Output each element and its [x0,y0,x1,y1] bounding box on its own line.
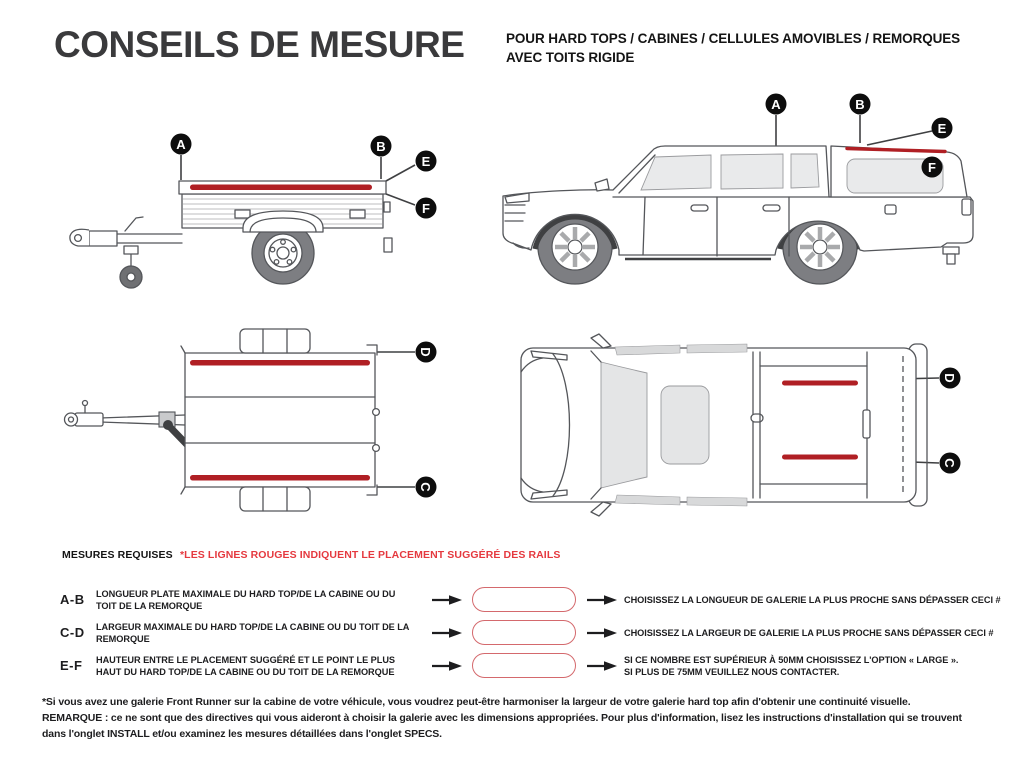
measurement-input-ab[interactable] [472,587,576,612]
rail-placement-line-top [782,381,858,386]
windshield [601,362,647,488]
trailer-box-top [181,345,379,495]
page-subtitle [506,29,984,67]
footer-line-3: dans l'onglet INSTALL et/ou examinez les mesures détaillées dans l'onglet SPECS. [42,728,442,740]
arrow-right-icon [426,627,468,639]
svg-text:E: E [937,121,947,136]
range-label-ab: A-B [60,592,85,607]
page-title: CONSEILS DE MESURE [54,24,465,65]
marker-d [416,342,437,363]
svg-text:D: D [418,347,433,357]
measurement-rows [60,583,1012,682]
instruction-ab: CHOISISSEZ LA LONGUEUR DE GALERIE LA PLUS PROCHE SANS DÉPASSER CECI # [624,594,1001,605]
measurement-input-ef[interactable] [472,653,576,678]
rail-placement-line-bottom [190,475,370,481]
arrow-right-icon [580,660,624,672]
description-cd: LARGEUR MAXIMALE DU HARD TOP/DE LA CABINE OU DU TOIT DE LA REMORQUE [96,621,410,644]
arrow-right-icon [426,660,468,672]
right-mirror [591,502,611,516]
marker-e [932,118,953,139]
svg-text:A: A [176,137,186,152]
svg-text:B: B [376,139,386,154]
trailer-side-view-diagram [55,110,460,310]
marker-c [416,477,437,498]
svg-text:C: C [418,482,433,492]
description-ab: LONGUEUR PLATE MAXIMALE DU HARD TOP/DE LA CABINE OU DU TOIT DE LA REMORQUE [96,588,396,611]
quarter-window [791,154,819,188]
rail-placement-line-bottom [782,455,858,460]
truck-side-view-diagram [495,85,985,300]
red-lines-note: *LES LIGNES ROUGES INDIQUENT LE PLACEMENT SUGGÉRÉ DES RAILS [180,549,561,561]
subtitle-line-1: POUR HARD TOPS / CABINES / CELLULES AMOVIBLES / REMORQUES [506,31,961,46]
measurement-row-ab [60,583,1012,616]
marker-d [940,368,961,389]
measurements-heading: MESURES REQUISES [62,549,173,561]
measurement-row-cd [60,616,1012,649]
range-label-cd: C-D [60,625,85,640]
truck-body-top [521,334,927,516]
side-mirror [595,179,609,191]
leader-e [386,165,415,181]
marker-a [171,134,192,155]
arrow-right-icon [426,594,468,606]
arrow-right-icon [580,627,624,639]
left-mirror [591,334,611,348]
description-ef: HAUTEUR ENTRE LE PLACEMENT SUGGÉRÉ ET LE POINT LE PLUS HAUT DU HARD TOP/DE LA CABINE OU DU TOIT DE LA REMORQUE [96,654,395,677]
svg-text:F: F [928,160,936,175]
leader-e [867,131,932,145]
measurement-input-cd[interactable] [472,620,576,645]
rear-door-window [721,154,783,189]
marker-c [940,453,961,474]
svg-text:B: B [855,97,865,112]
truck-top-view-diagram [495,330,985,520]
svg-text:F: F [422,201,430,216]
marker-b [371,136,392,157]
trailer-tongue [65,401,198,456]
svg-text:E: E [421,154,431,169]
measurement-row-ef [60,649,1012,682]
instruction-ef: SI CE NOMBRE EST SUPÉRIEUR À 50MM CHOISISSEZ L'OPTION « LARGE ». SI PLUS DE 75MM VEUILLEZ NOUS CONTACTER. [624,654,959,677]
trailer-fender [243,211,323,232]
svg-text:A: A [771,97,781,112]
trailer-top-view-diagram [55,325,460,530]
rail-placement-line-top [190,360,370,366]
marker-f [922,157,943,178]
subtitle-line-2: AVEC TOITS RIGIDE [506,50,635,65]
range-label-ef: E-F [60,658,83,673]
sunroof [661,386,709,464]
marker-a [766,94,787,115]
marker-b [850,94,871,115]
marker-f [416,198,437,219]
svg-text:C: C [942,458,957,468]
marker-e [416,151,437,172]
svg-text:D: D [942,373,957,383]
footer-note [42,694,1017,742]
trailer-drawbar [117,234,182,243]
arrow-right-icon [580,594,624,606]
instruction-cd: CHOISISSEZ LA LARGEUR DE GALERIE LA PLUS PROCHE SANS DÉPASSER CECI # [624,627,994,638]
footer-line-1: *Si vous avez une galerie Front Runner sur la cabine de votre véhicule, vous voudrez peut-être harmoniser la largeur de votre galerie hard top afin d'obtenir une continuité visuelle. [42,696,911,708]
rail-placement-line [190,185,372,191]
footer-line-2: REMARQUE : ce ne sont que des directives qui vous aideront à choisir la galerie avec les dimensions appropriées. Pour plus d'information, lisez les instructions d'installation qui se trouvent [42,712,962,724]
